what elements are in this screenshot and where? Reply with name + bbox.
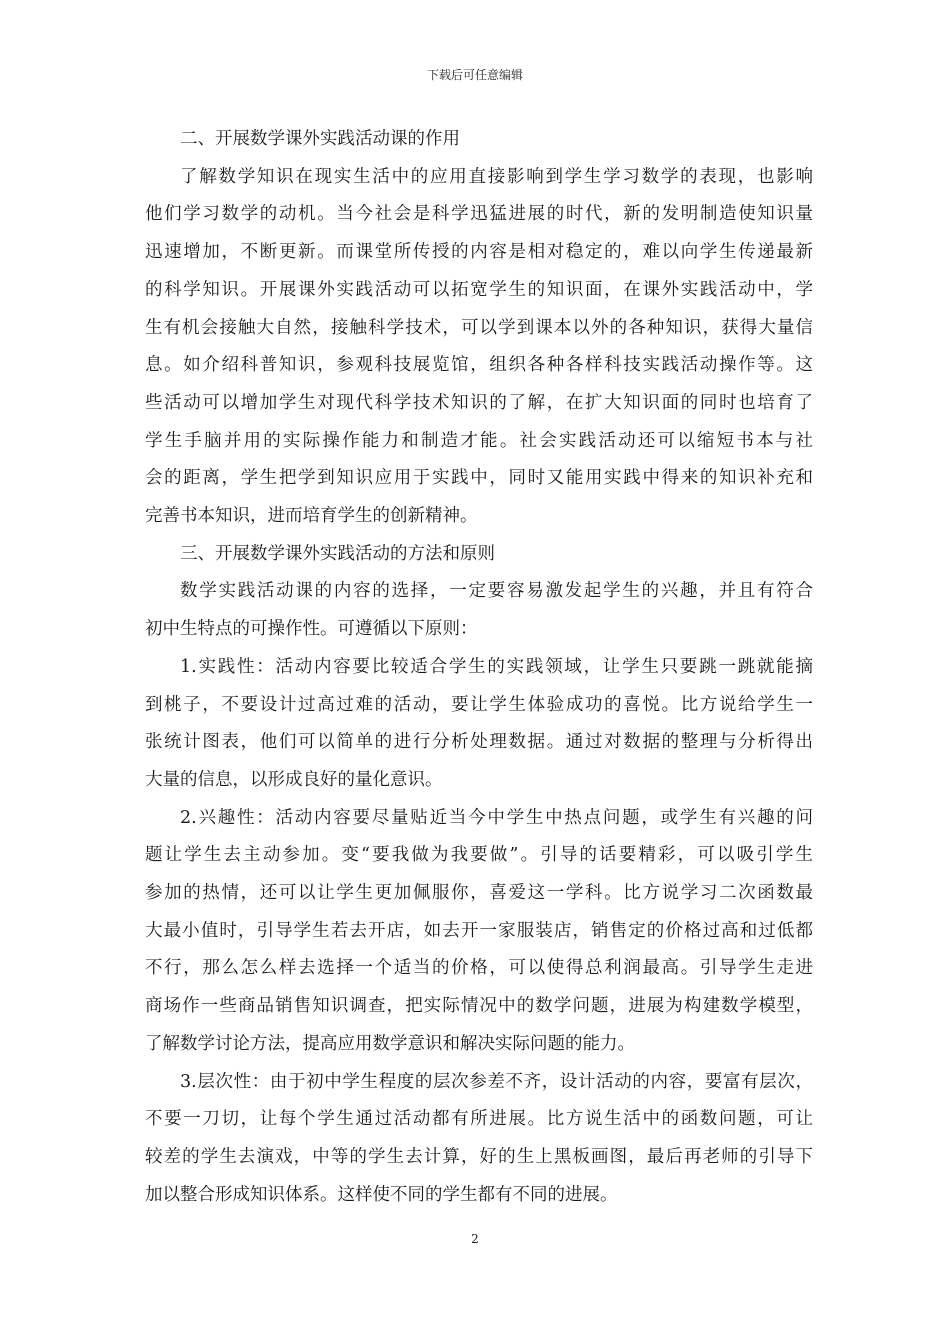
paragraph-line: 商场作一些商品销售知识调查，把实际情况中的数学问题，进展为构建数学模型， — [145, 996, 813, 1017]
paragraph-line: 些活动可以增加学生对现代科学技术知识的了解，在扩大知识面的同时也培育了 — [145, 392, 813, 413]
paragraph-line: 到桃子，不要设计过高过难的活动，要让学生体验成功的喜悦。比方说给学生一 — [145, 694, 813, 715]
paragraph — [145, 649, 813, 800]
paragraph-line: 会的距离，学生把学到知识应用于实践中，同时又能用实践中得来的知识补充和 — [145, 468, 813, 489]
paragraph-line: 张统计图表，他们可以简单的进行分析处理数据。通过对数据的整理与分析得出 — [145, 732, 813, 753]
paragraph-line: 的科学知识。开展课外实践活动可以拓宽学生的知识面，在课外实践活动中，学 — [145, 279, 813, 300]
paragraph-line: 题让学生去主动参加。变“要我做为我要做”。引导的话要精彩，可以吸引学生 — [145, 845, 813, 866]
paragraph-line: 生有机会接触大自然，接触科学技术，可以学到课本以外的各种知识，获得大量信 — [145, 317, 813, 338]
paragraph — [145, 573, 813, 648]
paragraph — [145, 800, 813, 1064]
paragraph-line: 2.兴趣性：活动内容要尽量贴近当今中学生中热点问题，或学生有兴趣的问 — [180, 807, 813, 828]
paragraph-line: 参加的热情，还可以让学生更加佩服你，喜爱这一学科。比方说学习二次函数最 — [145, 883, 813, 904]
paragraph-line: 迅速增加，不断更新。而课堂所传授的内容是相对稳定的，难以向学生传递最新 — [145, 242, 813, 263]
paragraph — [145, 1064, 813, 1215]
paragraph-line: 大量的信息，以形成良好的量化意识。 — [145, 769, 443, 790]
paragraph-line: 大最小值时，引导学生若去开店，如去开一家服装店，销售定的价格过高和过低都 — [145, 920, 813, 941]
paragraph — [145, 159, 813, 536]
document-body — [145, 121, 813, 1214]
paragraph-line: 不要一刀切，让每个学生通过活动都有所进展。比方说生活中的函数问题，可让 — [145, 1109, 813, 1130]
paragraph-line: 了解数学知识在现实生活中的应用直接影响到学生学习数学的表现，也影响 — [180, 166, 813, 187]
paragraph-line: 息。如介绍科普知识，参观科技展览馆，组织各种各样科技实践活动操作等。这 — [145, 355, 813, 376]
paragraph-line: 初中生特点的可操作性。可遵循以下原则： — [145, 619, 478, 640]
page-header: 下载后可任意编辑 — [426, 68, 523, 82]
paragraph-line: 完善书本知识，进而培育学生的创新精神。 — [145, 506, 478, 527]
paragraph-line: 学生手脑并用的实际操作能力和制造才能。社会实践活动还可以缩短书本与社 — [145, 430, 813, 451]
section-heading: 三、开展数学课外实践活动的方法和原则 — [180, 543, 495, 564]
page-number: 2 — [471, 1232, 479, 1246]
paragraph-line: 较差的学生去演戏，中等的学生去计算，好的生上黑板画图，最后再老师的引导下 — [145, 1146, 813, 1167]
paragraph-line: 他们学习数学的动机。当今社会是科学迅猛进展的时代，新的发明制造使知识量 — [145, 204, 813, 225]
paragraph-line: 3.层次性：由于初中学生程度的层次参差不齐，设计活动的内容，要富有层次， — [180, 1071, 813, 1092]
paragraph-line: 不行，那么怎么样去选择一个适当的价格，可以使得总利润最高。引导学生走进 — [145, 958, 813, 979]
paragraph-line: 加以整合形成知识体系。这样使不同的学生都有不同的进展。 — [145, 1184, 618, 1205]
section-heading: 二、开展数学课外实践活动课的作用 — [180, 129, 460, 149]
paragraph-line: 1.实践性：活动内容要比较适合学生的实践领域，让学生只要跳一跳就能摘 — [180, 656, 813, 677]
paragraph-line: 数学实践活动课的内容的选择，一定要容易激发起学生的兴趣，并且有符合 — [180, 581, 813, 602]
paragraph-line: 了解数学讨论方法，提高应用数学意识和解决实际问题的能力。 — [145, 1033, 635, 1054]
